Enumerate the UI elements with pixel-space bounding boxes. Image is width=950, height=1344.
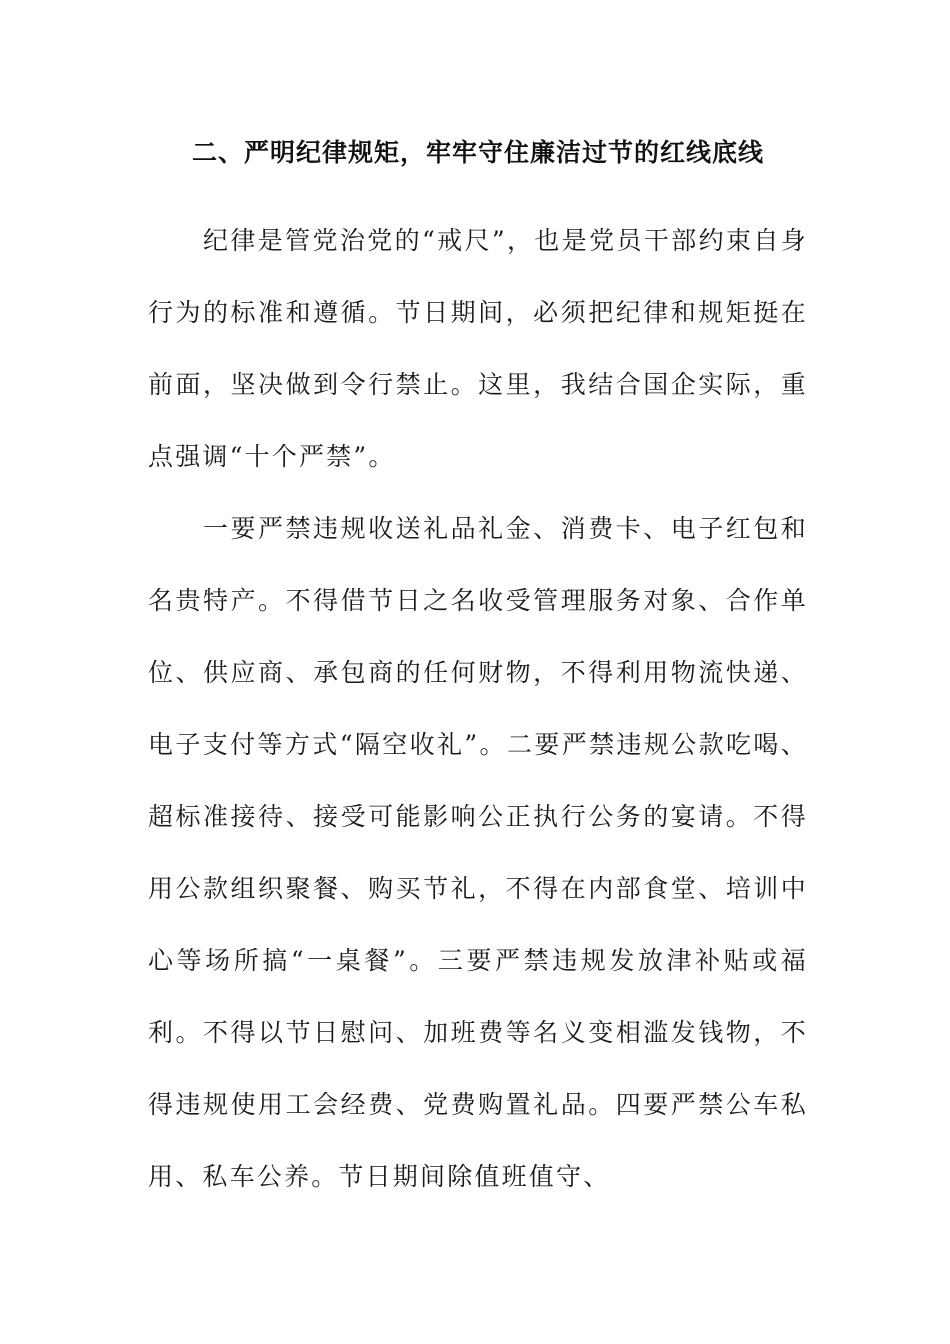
paragraph-intro: 纪律是管党治党的“戒尺”，也是党员干部约束自身行为的标准和遵循。节日期间，必须把纪律和规矩挺在前面，坚决做到令行禁止。这里，我结合国企实际，重点强调“十个严禁”。 <box>148 226 808 471</box>
paragraph-prohibitions: 一要严禁违规收送礼品礼金、消费卡、电子红包和名贵特产。不得借节日之名收受管理服务对象、合作单位、供应商、承包商的任何财物，不得利用物流快递、电子支付等方式“隔空收礼”。二要严禁违规公款吃喝、超标准接待、接受可能影响公正执行公务的宴请。不得用公款组织聚餐、购买节礼，不得在内部食堂、培训中心等场所搞“一桌餐”。三要严禁违规发放津补贴或福利。不得以节日慰问、加班费等名义变相滥发钱物，不得违规使用工会经费、党费购置礼品。四要严禁公车私用、私车公养。节日期间除值班值守、 <box>148 514 808 1191</box>
document-body <box>148 132 808 1213</box>
section-heading: 二、严明纪律规矩，牢牢守住廉洁过节的红线底线 <box>191 138 764 167</box>
